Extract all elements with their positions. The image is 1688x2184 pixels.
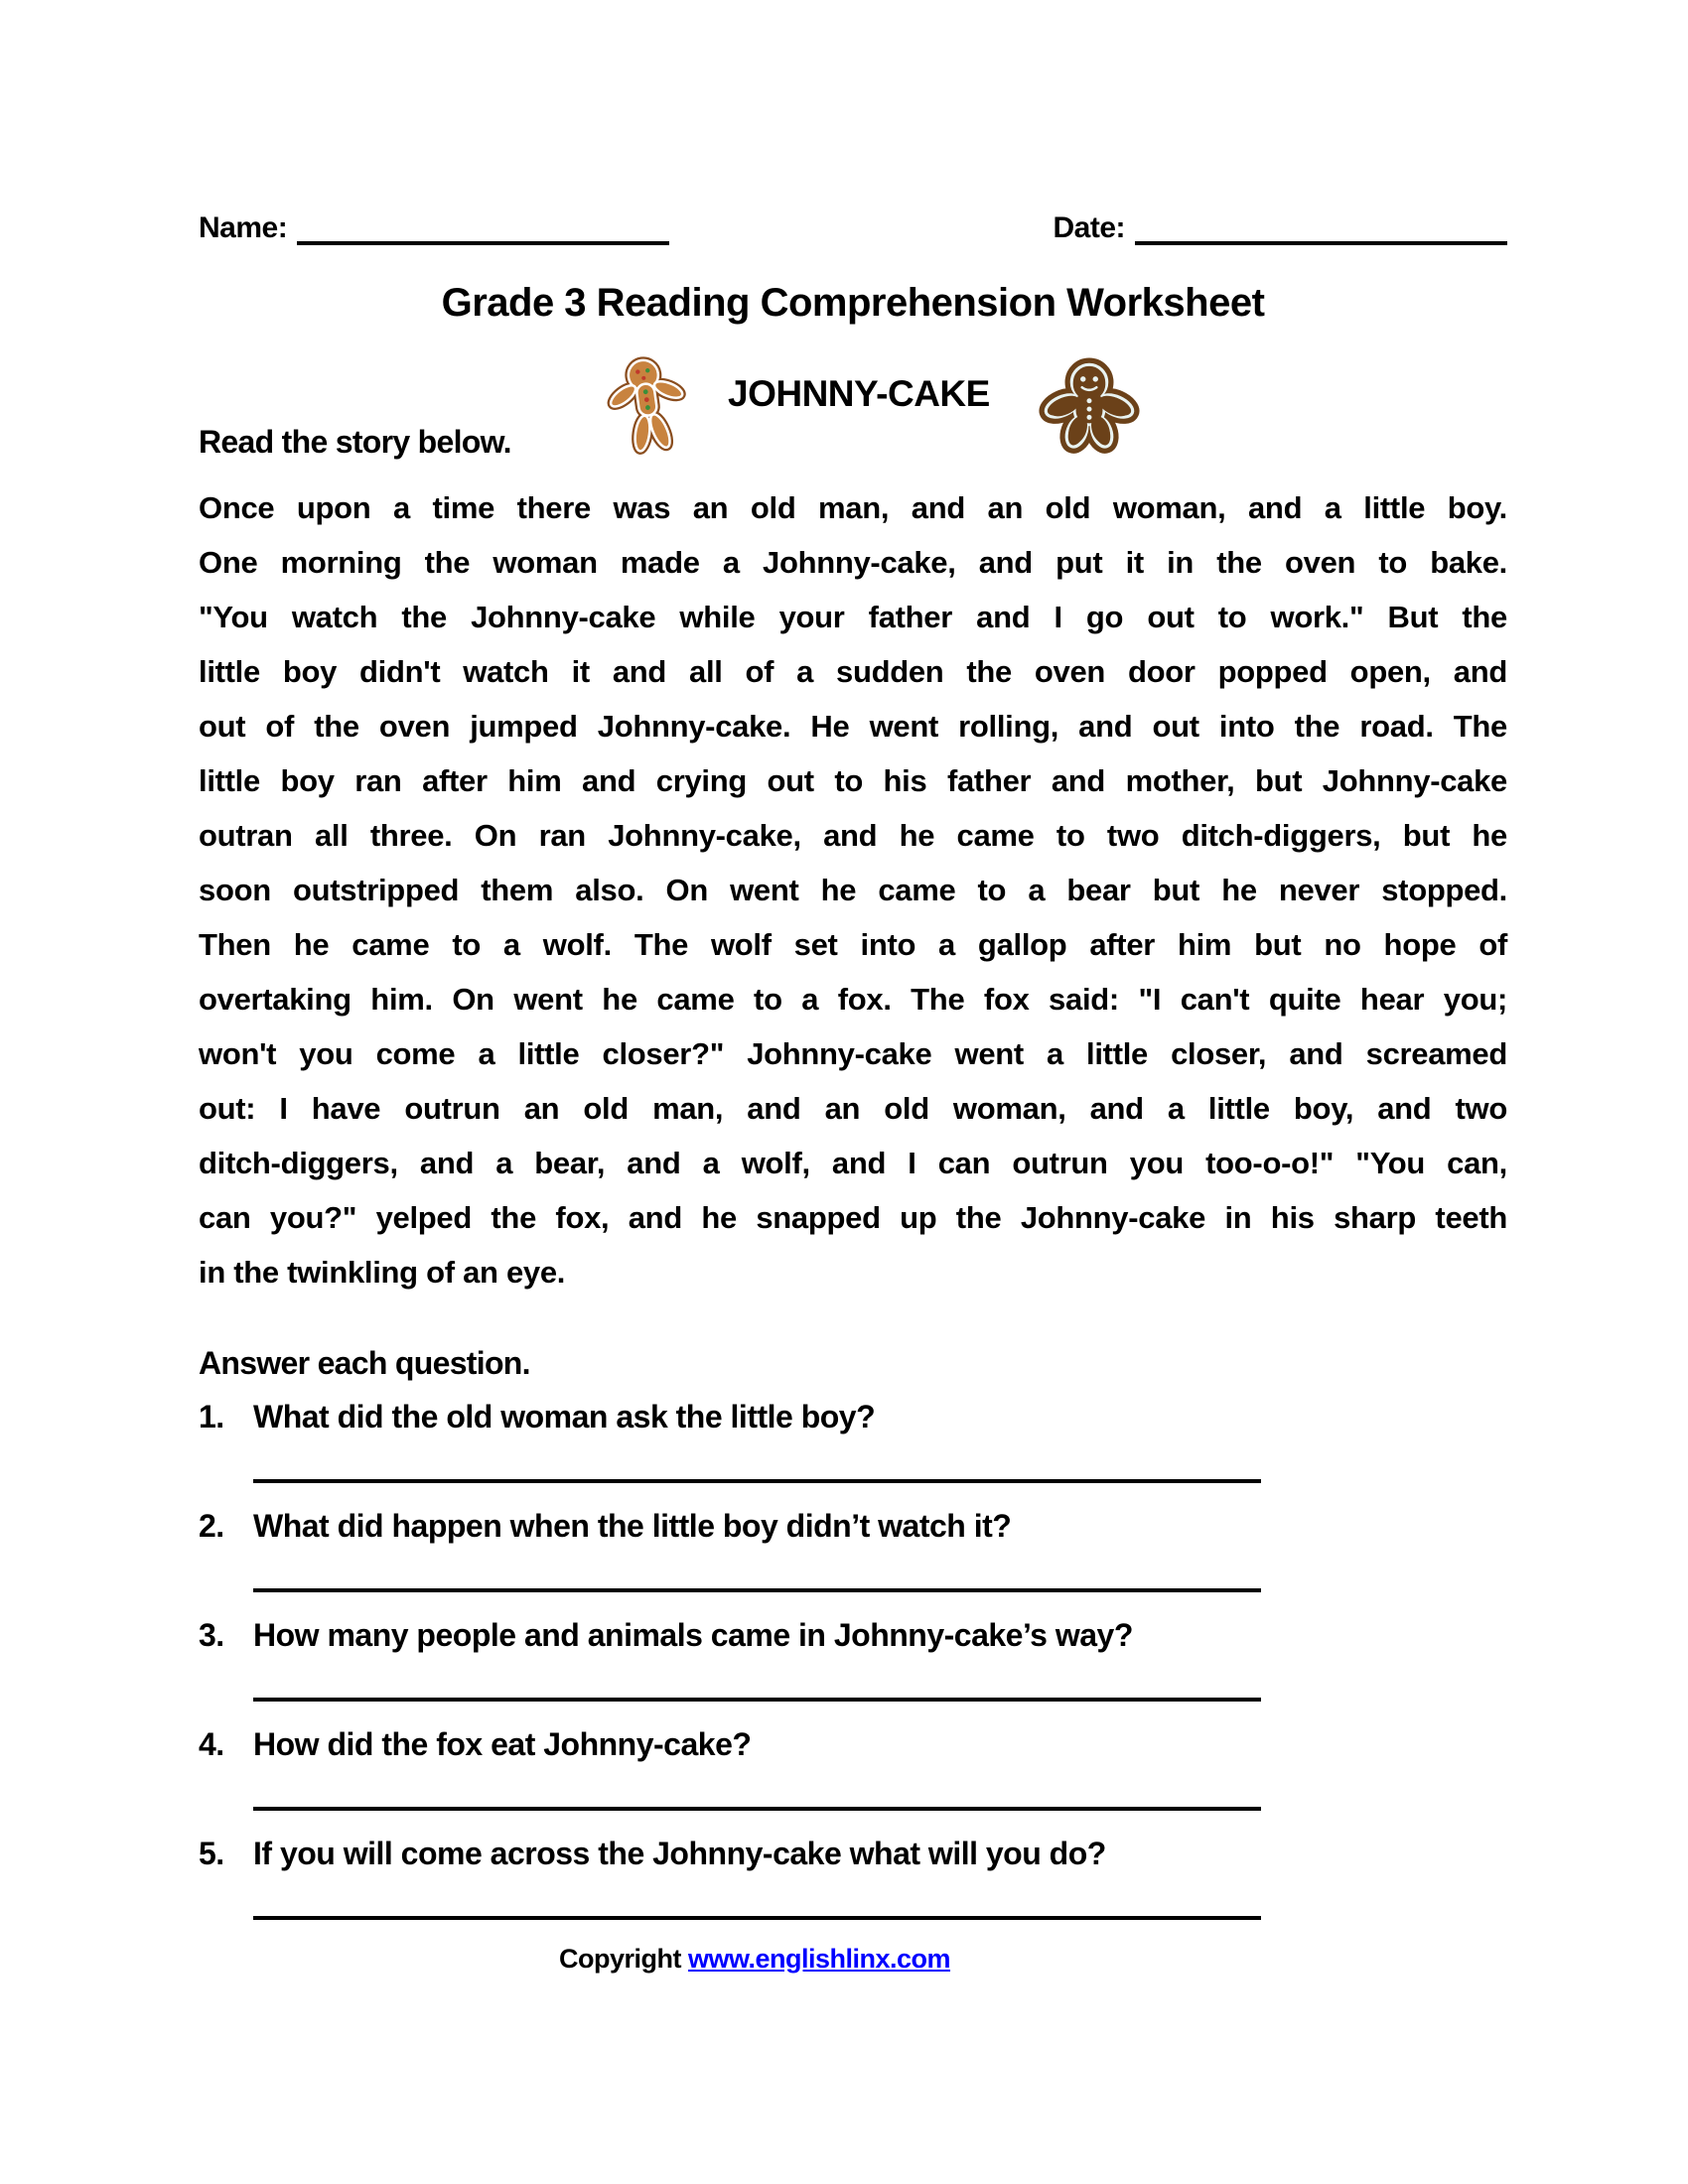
story-title: JOHNNY-CAKE [728,373,990,414]
question-number: 4. [199,1726,224,1762]
question-number: 3. [199,1617,224,1653]
story-line: in the twinkling of an eye. [199,1255,566,1290]
name-label: Name: [199,211,288,244]
story-text [199,480,1507,1299]
gingerbread-man-light-icon [597,349,701,473]
subtitle-row [199,355,1507,465]
question-item [199,1507,1507,1592]
question-text: What did the old woman ask the little boy? [253,1399,876,1434]
copyright-link[interactable]: www.englishlinx.com [687,1944,951,1974]
answer-instruction: Answer each question. [199,1345,530,1381]
question-row [199,1398,1507,1435]
question-item [199,1398,1507,1483]
header [199,204,1507,245]
date-label: Date: [1053,211,1125,244]
answer-blank-line[interactable] [253,1479,1261,1483]
name-blank-line[interactable] [297,211,669,245]
question-row [199,1835,1507,1872]
question-number: 5. [199,1836,224,1871]
question-text: If you will come across the Johnny-cake what will you do? [253,1836,1106,1871]
copyright-label: Copyright [558,1944,688,1974]
date-field [1053,211,1507,245]
answer-blank-line[interactable] [253,1807,1261,1811]
date-blank-line[interactable] [1135,211,1507,245]
question-number: 2. [199,1508,224,1544]
story-line: Then he came to a wolf. The wolf set into a gallop after him but no hope of [199,927,1507,962]
question-text: How many people and animals came in Johnny-cake’s way? [253,1617,1133,1653]
story-line: won't you come a little closer?" Johnny-cake went a little closer, and screamed [199,1036,1507,1071]
story-line: One morning the woman made a Johnny-cake, and put it in the oven to bake. [199,545,1507,580]
answer-blank-line[interactable] [253,1916,1261,1920]
question-number: 1. [199,1399,224,1434]
story-line: little boy ran after him and crying out to his father and mother, but Johnny-cake [199,763,1507,798]
story-line: ditch-diggers, and a bear, and a wolf, and I can outrun you too-o-o!" "You can, [199,1146,1507,1180]
question-row [199,1725,1507,1763]
answer-blank-line[interactable] [253,1588,1261,1592]
question-row [199,1616,1507,1654]
story-line: out of the oven jumped Johnny-cake. He went rolling, and out into the road. The [199,709,1507,744]
question-item [199,1835,1507,1920]
gingerbread-man-dark-icon [1031,357,1148,462]
story-line: can you?" yelped the fox, and he snapped up the Johnny-cake in his sharp teeth [199,1200,1507,1235]
page-title: Grade 3 Reading Comprehension Worksheet [441,281,1265,325]
question-item [199,1725,1507,1811]
answer-blank-line[interactable] [253,1698,1261,1702]
question-item [199,1616,1507,1702]
read-instruction: Read the story below. [199,424,511,460]
name-field [199,211,669,245]
story-line: Once upon a time there was an old man, and an old woman, and a little boy. [199,490,1507,525]
question-list [199,1398,1507,1920]
footer [199,1944,1311,1975]
story-line: soon outstripped them also. On went he came to a bear but he never stopped. [199,873,1507,907]
story-line: out: I have outrun an old man, and an old woman, and a little boy, and two [199,1091,1507,1126]
story-line: "You watch the Johnny-cake while your father and I go out to work." But the [199,600,1507,634]
story-line: little boy didn't watch it and all of a sudden the oven door popped open, and [199,654,1507,689]
question-text: What did happen when the little boy didn’t watch it? [253,1508,1012,1544]
story-line: overtaking him. On went he came to a fox. The fox said: "I can't quite hear you; [199,982,1507,1017]
story-line: outran all three. On ran Johnny-cake, and he came to two ditch-diggers, but he [199,818,1507,853]
question-text: How did the fox eat Johnny-cake? [253,1726,752,1762]
question-row [199,1507,1507,1545]
